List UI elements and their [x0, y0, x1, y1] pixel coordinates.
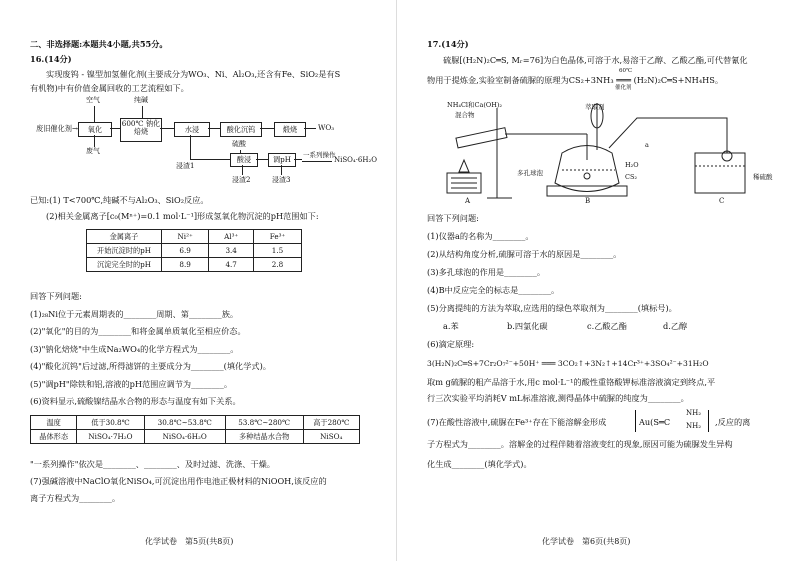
- beaker-c: [695, 153, 745, 193]
- app-acid: 稀硫酸: [753, 173, 773, 181]
- page-footer: 化学试卷 第5页(共8页): [145, 537, 234, 546]
- q16-intro-line1: 实现废钨 - 镍型加氢催化剂(主要成分为WO₃、Ni、Al₂O₃,还含有Fe、SiO₂是有S: [46, 69, 341, 79]
- q17-1: (1)仪器a的名称为________。: [427, 231, 534, 241]
- ion-nh2-top: NH₂: [686, 409, 702, 417]
- app-label-c: C: [719, 197, 725, 205]
- q16-3: (3)"钠化焙烧"中生成Na₂WO₄的化学方程式为________。: [30, 344, 239, 354]
- ph-cell: 1.5: [254, 244, 302, 258]
- q16-7: (7)强碱溶液中NaClO氧化NiSO₄,可沉淀出用作电池正极材料的NiOOH,该反应的: [30, 476, 327, 486]
- ph-table: [86, 229, 302, 272]
- q17-intro-line2: 物用于提炼金,实验室制备硫脲的原理为CS₂+3NH₃ ═══ (H₂N)₂C═S+NH₄HS。: [427, 75, 724, 85]
- answer-prompt: 回答下列问题:: [427, 213, 479, 223]
- ph-cell: 沉淀完全时的pH: [87, 258, 162, 272]
- q16-intro-line2: 有机物)中有价值金属回收的工艺流程如下。: [30, 83, 189, 93]
- flow-slag1: 浸渣1: [176, 162, 195, 170]
- flow-roast: 600℃ 钠化焙烧: [120, 118, 162, 142]
- flow-acid-leach: 酸浸: [230, 153, 258, 167]
- flow-product: NiSO₄·6H₂O: [334, 156, 378, 164]
- crystal-cell: NiSO₄·6H₂O: [144, 430, 225, 444]
- q16-2: (2)"氧化"的目的为________和将金属单质氧化至相应价态。: [30, 326, 246, 336]
- flow-wo3: WO₃: [318, 123, 335, 132]
- crystal-cell: 高于280℃: [303, 416, 359, 430]
- test-tube: [456, 128, 507, 148]
- q17-7-b: ,反应的离: [715, 417, 751, 427]
- page-footer: 化学试卷 第6页(共8页): [542, 537, 631, 546]
- bubbler-ball: [584, 173, 590, 179]
- q17-6-text1: 取m g硫脲的粗产品溶于水,用c mol·L⁻¹的酸性重铬酸钾标准溶液滴定到终点,平: [427, 377, 716, 387]
- crystal-cell: 低于30.8℃: [77, 416, 144, 430]
- q16-5: (5)"调pH"除铁和铝,溶液的pH范围应调节为________。: [30, 379, 233, 389]
- ph-header-cell: Fe³⁺: [254, 230, 302, 244]
- q16-4: (4)"酸化沉钨"后过滤,所得滤饼的主要成分为________(填化学式)。: [30, 361, 271, 371]
- crystal-cell: 晶体形态: [31, 430, 77, 444]
- q17-4: (4)B中反应完全的标志是________。: [427, 285, 560, 295]
- flow-acid-precip: 酸化沉钨: [220, 122, 262, 137]
- q17-6: (6)滴定原理:: [427, 339, 475, 349]
- app-mix: 混合物: [455, 111, 475, 119]
- q16-6b: "一系列操作"依次是________、________、及时过滤、洗涤、干燥。: [30, 459, 275, 469]
- q17-5: (5)分离提纯的方法为萃取,应选用的绿色萃取剂为________(填标号)。: [427, 303, 677, 313]
- crystal-cell: 53.8℃~280℃: [225, 416, 303, 430]
- q17-3: (3)多孔球泡的作用是________。: [427, 267, 546, 277]
- q17-5-option-c: c.乙酸乙酯: [587, 321, 627, 331]
- burner-flame: [459, 160, 469, 172]
- known-2: (2)相关金属离子[c₀(Mⁿ⁺)=0.1 mol·L⁻¹]形成氢氧化物沉淀的pH范围如下:: [46, 211, 319, 221]
- q17-intro-line1: 硫脲[(H₂N)₂C═S, Mᵣ=76]为白色晶体,可溶于水,易溶于乙醇、乙酸乙酯,可代替氰化: [443, 55, 748, 65]
- gold-complex-ion: [635, 410, 709, 432]
- q17-2: (2)从结构角度分析,硫脲可溶于水的原因是________。: [427, 249, 622, 259]
- app-label-b: B: [585, 197, 591, 205]
- apparatus-drawing: [437, 98, 757, 208]
- table-row: [87, 258, 302, 272]
- ph-cell: 3.4: [209, 244, 254, 258]
- ph-header-cell: Ni²⁺: [162, 230, 209, 244]
- table-row: [31, 416, 360, 430]
- q17-7-c: 子方程式为________。溶解金的过程伴随着溶液变红的现象,原因可能为硫脲发生异构: [427, 439, 733, 449]
- crystal-cell: NiSO₄·7H₂O: [77, 430, 144, 444]
- page-6: [397, 0, 794, 561]
- flow-slag3: 浸渣3: [272, 176, 291, 184]
- crystal-cell: 多种结晶水合物: [225, 430, 303, 444]
- section-header: 二、非选择题:本题共4小题,共55分。: [30, 39, 168, 49]
- flow-start: 废旧催化剂→: [36, 124, 78, 133]
- ph-header-cell: Al³⁺: [209, 230, 254, 244]
- flow-slag2: 浸渣2: [232, 176, 251, 184]
- q17-title: 17.(14分): [427, 39, 469, 49]
- app-cs2: CS₂: [625, 173, 638, 181]
- flow-calcine: 煅烧: [274, 122, 306, 137]
- ph-cell: 开始沉淀时的pH: [87, 244, 162, 258]
- answer-prompt: 回答下列问题:: [30, 291, 82, 301]
- ph-cell: 2.8: [254, 258, 302, 272]
- app-a-label: a: [645, 141, 649, 149]
- ph-header-cell: 金属离子: [87, 230, 162, 244]
- q16-6: (6)资料显示,硫酸镍结晶水合物的形态与温度有如下关系。: [30, 396, 241, 406]
- app-h2o: H₂O: [625, 161, 639, 169]
- gas-tube-b: [609, 118, 727, 153]
- flow-soda: 纯碱: [134, 96, 148, 104]
- reaction-condition-bottom: 催化剂: [615, 85, 632, 91]
- crystal-cell: NiSO₄: [303, 430, 359, 444]
- q17-7-d: 化生成________(填化学式)。: [427, 459, 532, 469]
- flow-series-op: 一系列操作: [303, 151, 336, 159]
- reaction-condition-top: 60℃: [619, 68, 633, 74]
- ph-table-header: [87, 230, 302, 244]
- crystal-cell: 温度: [31, 416, 77, 430]
- q17-6-equation: 3(H₂N)₂C═S+7Cr₂O₇²⁻+50H⁺ ═══ 3CO₂↑+3N₂↑+14Cr³⁺+3SO₄²⁻+31H₂O: [427, 359, 709, 368]
- flow-waste-gas: 废气: [86, 147, 100, 155]
- ion-nh2-bottom: NH₂: [686, 422, 702, 430]
- q16-1: (1)₂₈Ni位于元素周期表的________周期、第________族。: [30, 309, 239, 319]
- flow-air: 空气: [86, 96, 100, 104]
- app-label-a: A: [465, 197, 471, 205]
- flow-adjust-ph: 调pH: [268, 153, 296, 167]
- app-reagent: NH₄Cl和Ca(OH)₂: [447, 101, 503, 109]
- known-1: 已知:(1) T<700℃,纯碱不与Al₂O₃、SiO₂反应。: [30, 195, 209, 205]
- crystal-table: [30, 415, 360, 444]
- q17-6-text2: 行三次实验平均消耗V mL标准溶液,测得晶体中硫脲的纯度为________。: [427, 393, 689, 403]
- flow-oxidize: 氧化: [78, 122, 112, 137]
- crystal-cell: 30.8℃~53.8℃: [144, 416, 225, 430]
- flow-sulfuric: 硫酸: [232, 140, 246, 148]
- q16-7b: 离子方程式为________。: [30, 493, 121, 503]
- q17-5-option-b: b.四氯化碳: [507, 321, 548, 331]
- q17-7-a: (7)在酸性溶液中,硫脲在Fe³⁺存在下能溶解金形成: [427, 417, 607, 427]
- ph-cell: 8.9: [162, 258, 209, 272]
- app-bubbler: 多孔球泡: [517, 169, 543, 177]
- flow-leach: 水浸: [174, 122, 210, 137]
- q17-5-option-d: d.乙醇: [663, 321, 688, 331]
- app-extractor: 萃取剂: [585, 103, 605, 111]
- table-row: [31, 430, 360, 444]
- q16-title: 16.(14分): [30, 54, 72, 64]
- q17-5-option-a: a.苯: [443, 321, 459, 331]
- table-row: [87, 244, 302, 258]
- ph-cell: 6.9: [162, 244, 209, 258]
- ion-center: Au(S═C: [639, 417, 671, 427]
- ph-cell: 4.7: [209, 258, 254, 272]
